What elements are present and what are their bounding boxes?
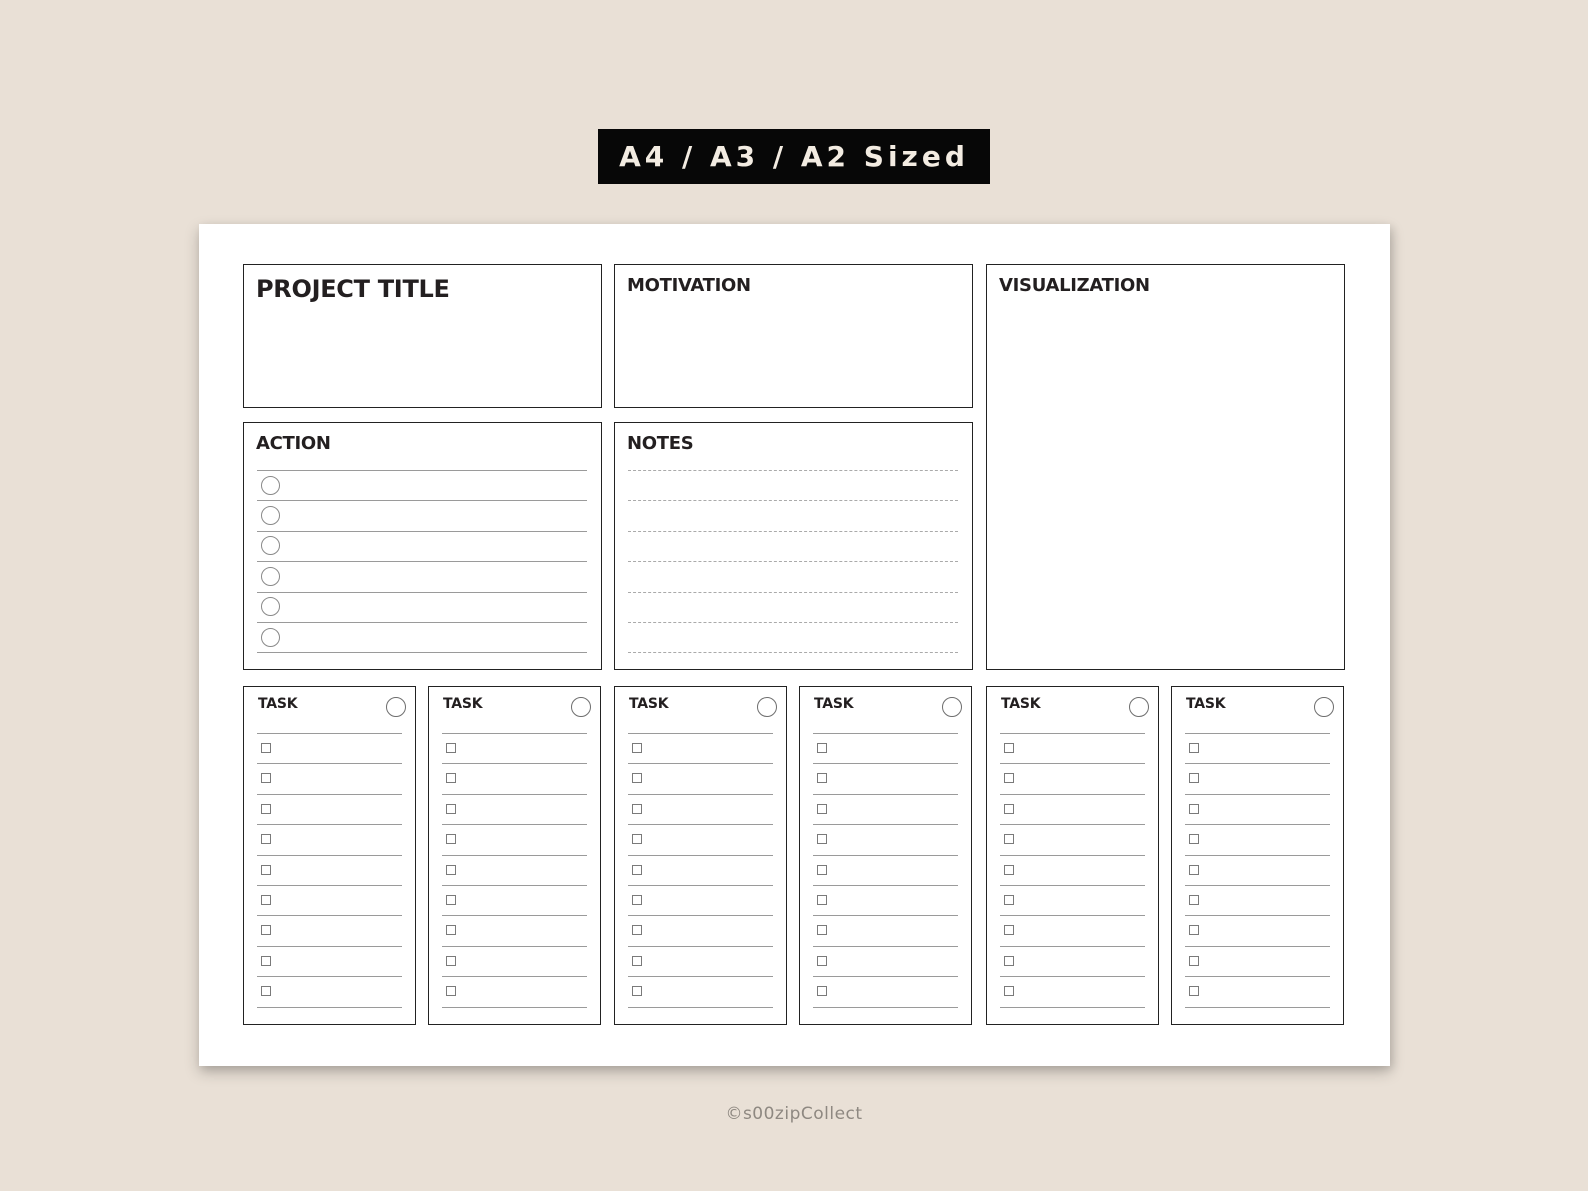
task-checkbox[interactable] — [1189, 895, 1199, 905]
task-complete-circle-icon[interactable] — [757, 697, 777, 717]
motivation-heading: MOTIVATION — [627, 275, 751, 296]
task-rule — [1185, 976, 1330, 977]
notes-rule — [628, 652, 958, 653]
task-checkbox[interactable] — [1004, 895, 1014, 905]
task-rule — [1185, 946, 1330, 947]
task-rule — [1185, 794, 1330, 795]
task-checkbox[interactable] — [632, 956, 642, 966]
task-checkbox[interactable] — [446, 773, 456, 783]
task-complete-circle-icon[interactable] — [1314, 697, 1334, 717]
task-rule — [628, 976, 773, 977]
task-checkbox[interactable] — [1189, 773, 1199, 783]
task-rule — [1000, 824, 1145, 825]
task-rule — [1000, 1007, 1145, 1008]
task-checkbox[interactable] — [632, 773, 642, 783]
task-rule — [628, 824, 773, 825]
notes-box — [614, 422, 973, 670]
task-heading: TASK — [1001, 696, 1041, 712]
task-checkbox[interactable] — [1189, 956, 1199, 966]
task-complete-circle-icon[interactable] — [942, 697, 962, 717]
task-rule — [442, 794, 587, 795]
action-rule — [257, 622, 587, 623]
task-rule — [813, 885, 958, 886]
task-card — [243, 686, 416, 1025]
task-rule — [628, 946, 773, 947]
task-rule — [1185, 915, 1330, 916]
task-rule — [628, 1007, 773, 1008]
task-complete-circle-icon[interactable] — [386, 697, 406, 717]
task-checkbox[interactable] — [446, 986, 456, 996]
task-card — [614, 686, 787, 1025]
task-card — [428, 686, 601, 1025]
task-checkbox[interactable] — [632, 743, 642, 753]
task-heading: TASK — [443, 696, 483, 712]
task-rule — [628, 733, 773, 734]
task-rule — [257, 794, 402, 795]
motivation-box — [614, 264, 973, 408]
task-card — [799, 686, 972, 1025]
task-rule — [628, 885, 773, 886]
action-rule — [257, 652, 587, 653]
task-rule — [1185, 855, 1330, 856]
action-circle-icon[interactable] — [261, 536, 280, 555]
notes-rule — [628, 470, 958, 471]
task-checkbox[interactable] — [817, 773, 827, 783]
copyright-text: ©s00zipCollect — [725, 1104, 863, 1124]
action-rule — [257, 561, 587, 562]
task-rule — [1185, 824, 1330, 825]
task-checkbox[interactable] — [632, 834, 642, 844]
task-checkbox[interactable] — [1004, 743, 1014, 753]
notes-heading: NOTES — [627, 433, 694, 454]
task-rule — [813, 794, 958, 795]
task-rule — [628, 794, 773, 795]
task-rule — [1000, 946, 1145, 947]
task-checkbox[interactable] — [1004, 865, 1014, 875]
notes-rule — [628, 561, 958, 562]
project-title-box — [243, 264, 602, 408]
task-checkbox[interactable] — [446, 804, 456, 814]
task-checkbox[interactable] — [817, 956, 827, 966]
task-checkbox[interactable] — [632, 865, 642, 875]
task-rule — [813, 824, 958, 825]
task-checkbox[interactable] — [261, 743, 271, 753]
task-rule — [1000, 794, 1145, 795]
task-checkbox[interactable] — [1004, 804, 1014, 814]
action-box — [243, 422, 602, 670]
action-rule — [257, 470, 587, 471]
action-circle-icon[interactable] — [261, 567, 280, 586]
task-rule — [1000, 885, 1145, 886]
action-rule — [257, 531, 587, 532]
task-checkbox[interactable] — [1189, 834, 1199, 844]
task-rule — [1185, 733, 1330, 734]
planner-sheet — [199, 224, 1390, 1066]
task-checkbox[interactable] — [1189, 925, 1199, 935]
task-rule — [442, 824, 587, 825]
task-checkbox[interactable] — [1189, 743, 1199, 753]
project-title-heading: PROJECT TITLE — [256, 275, 450, 303]
action-circle-icon[interactable] — [261, 628, 280, 647]
task-checkbox[interactable] — [446, 925, 456, 935]
task-rule — [813, 763, 958, 764]
task-card — [986, 686, 1159, 1025]
task-rule — [813, 946, 958, 947]
task-checkbox[interactable] — [261, 986, 271, 996]
task-checkbox[interactable] — [261, 925, 271, 935]
task-card — [1171, 686, 1344, 1025]
task-rule — [442, 915, 587, 916]
task-checkbox[interactable] — [261, 773, 271, 783]
task-checkbox[interactable] — [632, 804, 642, 814]
task-rule — [257, 976, 402, 977]
task-rule — [813, 855, 958, 856]
task-rule — [257, 946, 402, 947]
task-rule — [813, 976, 958, 977]
notes-rule — [628, 592, 958, 593]
action-circle-icon[interactable] — [261, 597, 280, 616]
task-checkbox[interactable] — [1189, 865, 1199, 875]
task-heading: TASK — [1186, 696, 1226, 712]
task-checkbox[interactable] — [817, 986, 827, 996]
task-rule — [442, 946, 587, 947]
task-rule — [257, 763, 402, 764]
task-rule — [1000, 763, 1145, 764]
task-checkbox[interactable] — [817, 865, 827, 875]
task-checkbox[interactable] — [817, 743, 827, 753]
task-rule — [1000, 915, 1145, 916]
task-rule — [257, 855, 402, 856]
task-rule — [442, 733, 587, 734]
notes-rule — [628, 500, 958, 501]
task-checkbox[interactable] — [446, 834, 456, 844]
task-rule — [628, 855, 773, 856]
task-checkbox[interactable] — [446, 895, 456, 905]
visualization-box — [986, 264, 1345, 670]
task-checkbox[interactable] — [1004, 834, 1014, 844]
task-rule — [1000, 976, 1145, 977]
visualization-heading: VISUALIZATION — [999, 275, 1150, 296]
notes-rule — [628, 622, 958, 623]
task-rule — [257, 824, 402, 825]
task-rule — [257, 733, 402, 734]
task-rule — [257, 885, 402, 886]
task-complete-circle-icon[interactable] — [1129, 697, 1149, 717]
task-checkbox[interactable] — [1004, 925, 1014, 935]
task-checkbox[interactable] — [817, 834, 827, 844]
task-rule — [813, 1007, 958, 1008]
task-checkbox[interactable] — [446, 956, 456, 966]
size-banner: A4 / A3 / A2 Sized — [598, 129, 990, 184]
task-checkbox[interactable] — [632, 925, 642, 935]
task-rule — [628, 915, 773, 916]
action-circle-icon[interactable] — [261, 506, 280, 525]
task-checkbox[interactable] — [261, 804, 271, 814]
task-rule — [628, 763, 773, 764]
task-checkbox[interactable] — [1004, 986, 1014, 996]
task-rule — [442, 885, 587, 886]
task-rule — [442, 976, 587, 977]
task-checkbox[interactable] — [817, 804, 827, 814]
task-rule — [813, 915, 958, 916]
task-checkbox[interactable] — [817, 925, 827, 935]
action-rule — [257, 500, 587, 501]
task-rule — [442, 855, 587, 856]
task-rule — [1185, 1007, 1330, 1008]
task-checkbox[interactable] — [446, 865, 456, 875]
task-checkbox[interactable] — [1004, 773, 1014, 783]
notes-rule — [628, 531, 958, 532]
task-checkbox[interactable] — [817, 895, 827, 905]
action-circle-icon[interactable] — [261, 476, 280, 495]
action-rule — [257, 592, 587, 593]
task-checkbox[interactable] — [1004, 956, 1014, 966]
task-rule — [257, 1007, 402, 1008]
task-rule — [1000, 855, 1145, 856]
task-heading: TASK — [629, 696, 669, 712]
action-heading: ACTION — [256, 433, 331, 454]
task-checkbox[interactable] — [1189, 986, 1199, 996]
task-checkbox[interactable] — [261, 895, 271, 905]
task-checkbox[interactable] — [261, 865, 271, 875]
task-complete-circle-icon[interactable] — [571, 697, 591, 717]
task-rule — [813, 733, 958, 734]
task-heading: TASK — [814, 696, 854, 712]
task-rule — [1000, 733, 1145, 734]
task-rule — [442, 1007, 587, 1008]
task-checkbox[interactable] — [1189, 804, 1199, 814]
task-checkbox[interactable] — [446, 743, 456, 753]
task-checkbox[interactable] — [261, 834, 271, 844]
task-rule — [257, 915, 402, 916]
task-checkbox[interactable] — [261, 956, 271, 966]
task-heading: TASK — [258, 696, 298, 712]
task-rule — [1185, 885, 1330, 886]
task-rule — [1185, 763, 1330, 764]
task-checkbox[interactable] — [632, 986, 642, 996]
task-checkbox[interactable] — [632, 895, 642, 905]
task-rule — [442, 763, 587, 764]
